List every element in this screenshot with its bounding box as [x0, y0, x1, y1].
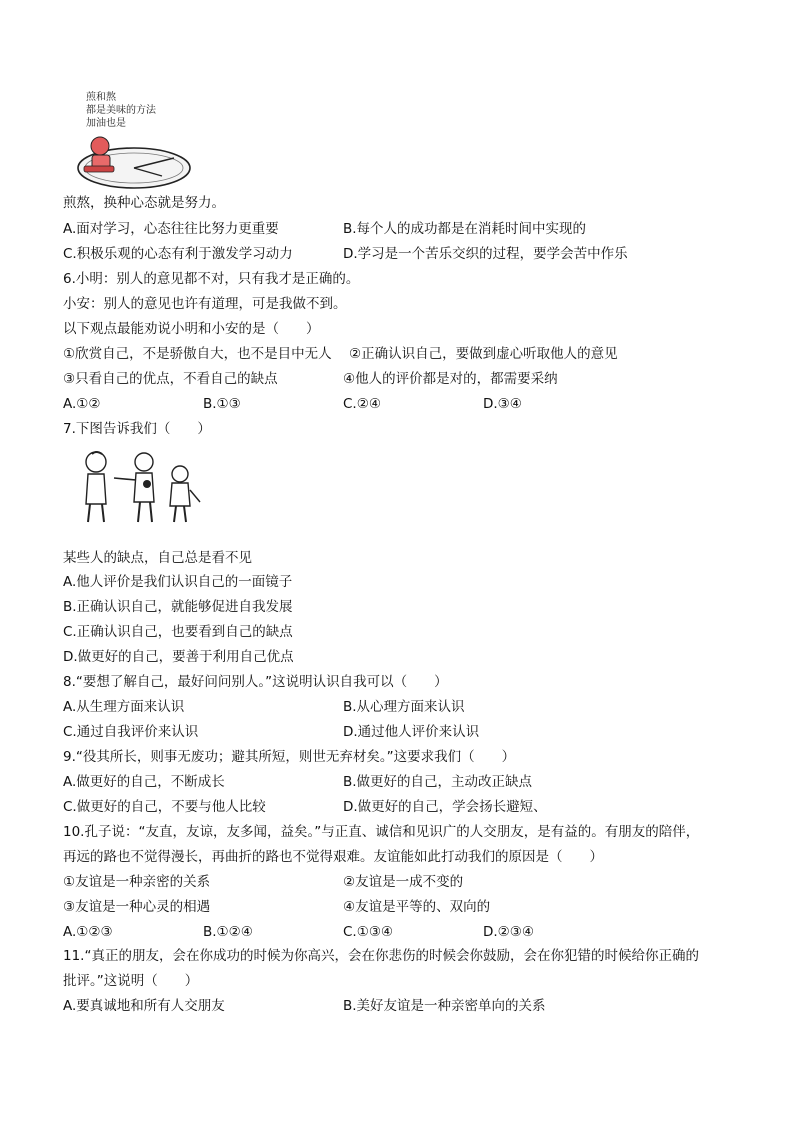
q9-option-d: D.做更好的自己，学会扬长避短、 — [343, 799, 547, 815]
q8-option-d: D.通过他人评价来认识 — [343, 724, 480, 740]
cartoon-caption-line3: 加油也是 — [86, 118, 126, 129]
q5-option-a: A.面对学习，心态往往比努力更重要 — [63, 221, 279, 237]
cartoon-caption-line1: 煎和熬 — [86, 92, 116, 103]
q10-item-1: ①友谊是一种亲密的关系 — [63, 874, 211, 890]
q6-stem-line3: 以下观点最能劝说小明和小安的是（ ） — [63, 321, 320, 337]
q5-stem-tail: 煎熬，换种心态就是努力。 — [63, 195, 225, 211]
q11-stem-line1: 11.“真正的朋友，会在你成功的时候为你高兴，会在你悲伤的时候会你鼓励，会在你犯错的时候给你正确的 — [63, 948, 699, 964]
q6-item-2: ②正确认识自己，要做到虚心听取他人的意见 — [349, 346, 618, 362]
q10-item-3: ③友谊是一种心灵的相遇 — [63, 899, 211, 915]
q10-stem-line1: 10.孔子说：“友直，友谅，友多闻，益矣。”与正直、诚信和见识广的人交朋友，是有益的。有朋友的陪伴， — [63, 824, 700, 840]
q7-option-c: C.正确认识自己，也要看到自己的缺点 — [63, 624, 293, 640]
q7-option-b: B.正确认识自己，就能够促进自我发展 — [63, 599, 293, 615]
q6-item-1: ①欣赏自己，不是骄傲自大，也不是目中无人 — [63, 346, 332, 362]
q10-item-4: ④友谊是平等的、双向的 — [343, 899, 491, 915]
q9-option-b: B.做更好的自己，主动改正缺点 — [343, 774, 533, 790]
q8-option-c: C.通过自我评价来认识 — [63, 724, 199, 740]
q9-option-c: C.做更好的自己，不要与他人比较 — [63, 799, 266, 815]
q11-option-a: A.要真诚地和所有人交朋友 — [63, 998, 225, 1014]
q10-option-a: A.①②③ — [63, 924, 113, 940]
q6-option-c: C.②④ — [343, 396, 381, 412]
q6-option-a: A.①② — [63, 396, 101, 412]
q5-option-d: D.学习是一个苦乐交织的过程，要学会苦中作乐 — [343, 246, 628, 262]
q5-option-c: C.积极乐观的心态有利于激发学习动力 — [63, 246, 293, 262]
q6-option-b: B.①③ — [203, 396, 241, 412]
q7-stem: 7.下图告诉我们（ ） — [63, 421, 211, 437]
q6-option-d: D.③④ — [483, 396, 522, 412]
q6-item-4: ④他人的评价都是对的，都需要采纳 — [343, 371, 558, 387]
q8-stem: 8.“要想了解自己，最好问问别人。”这说明认识自我可以（ ） — [63, 674, 448, 690]
q9-stem: 9.“役其所长，则事无废功；避其所短，则世无弃材矣。”这要求我们（ ） — [63, 749, 516, 765]
q10-option-b: B.①②④ — [203, 924, 253, 940]
q7-option-d: D.做更好的自己，要善于利用自己优点 — [63, 649, 294, 665]
q11-option-b: B.美好友谊是一种亲密单向的关系 — [343, 998, 546, 1014]
q6-stem-line1: 6.小明：别人的意见都不对，只有我才是正确的。 — [63, 271, 360, 287]
q10-item-2: ②友谊是一成不变的 — [343, 874, 464, 890]
cartoon-caption-line2: 都是美味的方法 — [86, 105, 156, 116]
q8-option-b: B.从心理方面来认识 — [343, 699, 465, 715]
q7-option-a: A.他人评价是我们认识自己的一面镜子 — [63, 574, 293, 590]
q6-stem-line2: 小安：别人的意见也许有道理，可是我做不到。 — [63, 296, 347, 312]
q5-option-b: B.每个人的成功都是在消耗时间中实现的 — [343, 221, 587, 237]
q6-item-3: ③只看自己的优点，不看自己的缺点 — [63, 371, 278, 387]
q8-option-a: A.从生理方面来认识 — [63, 699, 185, 715]
q11-stem-line2: 批评。”这说明（ ） — [63, 973, 199, 989]
q10-stem-line2: 再远的路也不觉得漫长，再曲折的路也不觉得艰难。友谊能如此打动我们的原因是（ ） — [63, 849, 603, 865]
q10-option-c: C.①③④ — [343, 924, 394, 940]
cartoon-pointing-image — [64, 448, 210, 526]
q9-option-a: A.做更好的自己，不断成长 — [63, 774, 225, 790]
cartoon-clock-image — [66, 86, 192, 190]
q10-option-d: D.②③④ — [483, 924, 534, 940]
q7-image-caption: 某些人的缺点，自己总是看不见 — [63, 550, 252, 566]
